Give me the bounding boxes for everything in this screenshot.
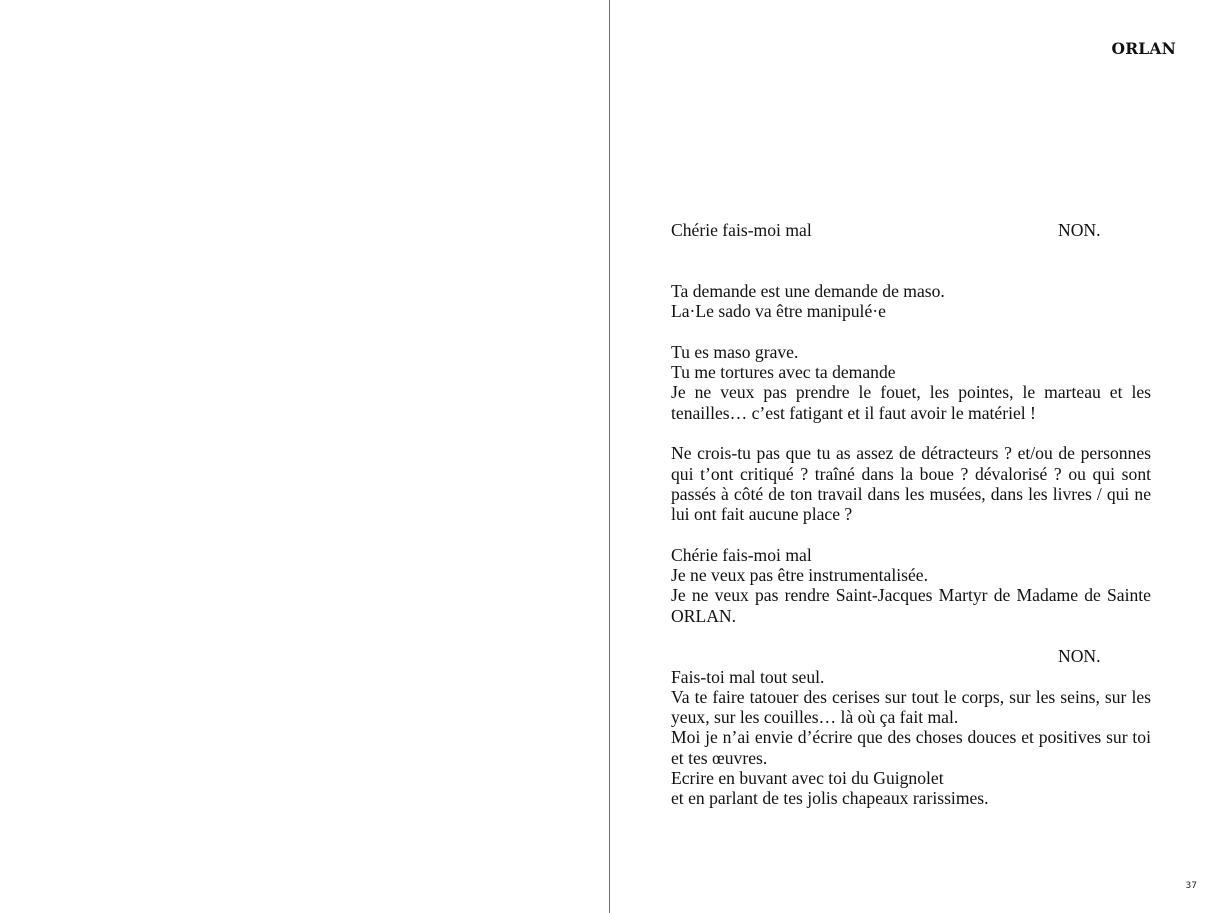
stanza-6-line-1: Fais-toi mal tout seul.	[671, 666, 825, 687]
spacer	[671, 626, 1151, 646]
stanza-5-line-2: Je ne veux pas être instrumentalisée.	[671, 565, 928, 586]
stanza-6-paragraph-1: Va te faire tatouer des cerises sur tout le corps, sur les seins, sur les yeux, sur les couilles… là où ça fait mal.	[671, 686, 1151, 728]
right-page	[610, 0, 1219, 913]
stanza-3-line-2: Tu me tortures avec ta demande	[671, 362, 896, 383]
stanza-1-left: Chérie fais-moi mal	[671, 220, 812, 240]
stanza-3-line-1: Tu es maso grave.	[671, 341, 799, 362]
stanza-3-paragraph: Je ne veux pas prendre le fouet, les pointes, le marteau et les tenailles… c’est fatigant et il faut avoir le matériel !	[671, 382, 1151, 423]
spacer	[671, 321, 1151, 341]
stanza-6-line-3: et en parlant de tes jolis chapeaux rarissimes.	[671, 788, 989, 809]
page-number: 37	[1185, 881, 1197, 891]
left-page-blank	[0, 0, 609, 913]
running-head: ORLAN	[1111, 39, 1176, 58]
stanza-6-paragraph-2: Moi je n’ai envie d’écrire que des choses douces et positives sur toi et tes œuvres.	[671, 727, 1151, 768]
stanza-6-line-2: Ecrire en buvant avec toi du Guignolet	[671, 768, 944, 789]
stanza-4-paragraph: Ne crois-tu pas que tu as assez de détracteurs ? et/ou de personnes qui t’ont critiqué ? traîné dans la boue ? dévalorisé ? ou qui sont passés à côté de ton travail dans les musées, dans les livres / qui ne lui ont fait aucune place ?	[671, 443, 1151, 525]
stanza-1-no: NON.	[1058, 220, 1101, 240]
stanza-2-line-2: La·Le sado va être manipulé·e	[671, 301, 886, 322]
stanza-1	[671, 220, 1151, 240]
poem-text	[671, 220, 1151, 809]
spacer	[671, 423, 1151, 443]
stanza-6-no: NON.	[1058, 646, 1101, 667]
stanza-5-paragraph: Je ne veux pas rendre Saint-Jacques Martyr de Madame de Sainte ORLAN.	[671, 585, 1151, 626]
spacer	[671, 524, 1151, 544]
stanza-5-line-1: Chérie fais-moi mal	[671, 544, 812, 565]
stanza-6-no-row	[671, 646, 1151, 666]
spacer	[671, 240, 1151, 281]
stanza-2-line-1: Ta demande est une demande de maso.	[671, 280, 945, 301]
